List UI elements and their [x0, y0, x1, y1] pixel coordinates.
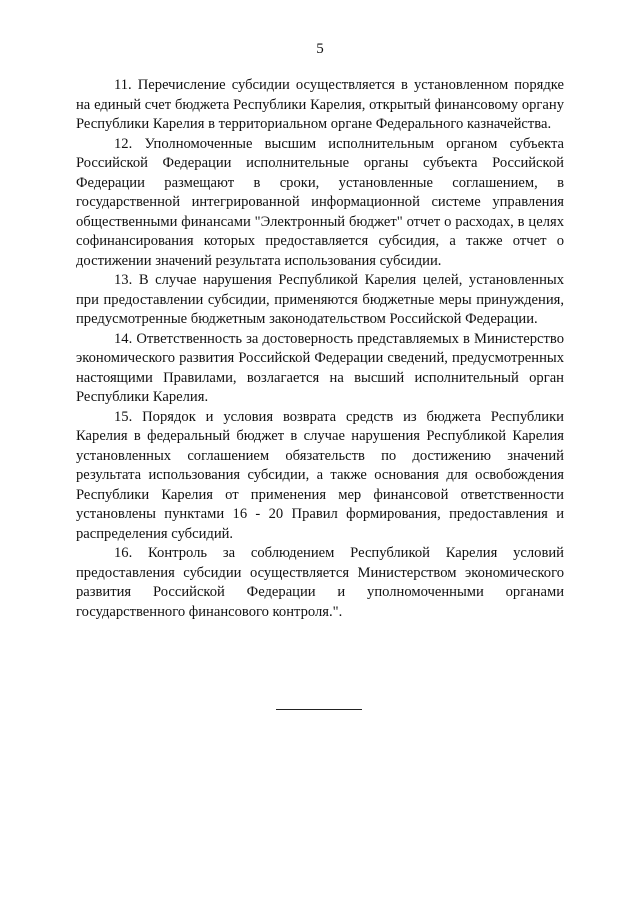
- paragraph-text: Контроль за соблюдением Республикой Карелия условий предоставления субсидии осуществляется Министерством экономического развития Российской Федерации и уполномоченными органами государственного финансового контроля.".: [76, 545, 564, 620]
- paragraph-12: [76, 135, 564, 272]
- paragraph-text: Ответственность за достоверность представляемых в Министерство экономического развития Российской Федерации сведений, предусмотренных настоящими Правилами, возлагается на высший исполнительный орган Республики Карелия.: [76, 330, 564, 405]
- paragraph-text: Уполномоченные высшим исполнительным органом субъекта Российской Федерации исполнительные органы субъекта Российской Федерации размещают в сроки, установленные соглашением, в государственной интегрированной информационной системе управления общественными финансами "Электронный бюджет" отчет о расходах, в целях софинансирования которых предоставляется субсидия, а также отчет о достижении значений результата использования субсидии.: [76, 135, 564, 269]
- paragraph-number: 15.: [114, 408, 133, 425]
- paragraph-number: 11.: [114, 77, 132, 93]
- end-divider: [276, 709, 362, 710]
- paragraph-number: 12.: [114, 135, 133, 152]
- paragraph-16: [76, 544, 564, 622]
- paragraph-text: Порядок и условия возврата средств из бюджета Республики Карелия в федеральный бюджет в случае нарушения Республикой Карелия установленных соглашением обязательств по достижению значений результата использования субсидии, а также основания для освобождения Республики Карелия от применения мер финансовой ответственности установлены пунктами 16 - 20 Правил формирования, предоставления и распределения субсидий.: [76, 408, 564, 542]
- paragraph-number: 14.: [114, 330, 133, 347]
- paragraph-11: [76, 76, 564, 135]
- paragraph-14: [76, 330, 564, 408]
- paragraph-number: 13.: [114, 272, 133, 288]
- page-number: 5: [316, 41, 324, 57]
- paragraph-text: В случае нарушения Республикой Карелия целей, установленных при предоставлении субсидии, применяются бюджетные меры принуждения, предусмотренные бюджетным законодательством Российской Федерации.: [76, 272, 564, 327]
- paragraph-15: [76, 408, 564, 545]
- paragraph-13: [76, 271, 564, 330]
- paragraph-text: Перечисление субсидии осуществляется в установленном порядке на единый счет бюджета Республики Карелия, открытый финансовому органу Республики Карелия в территориальном органе Федерального казначейства.: [76, 77, 564, 132]
- paragraph-number: 16.: [114, 545, 133, 561]
- document-body: [76, 76, 564, 622]
